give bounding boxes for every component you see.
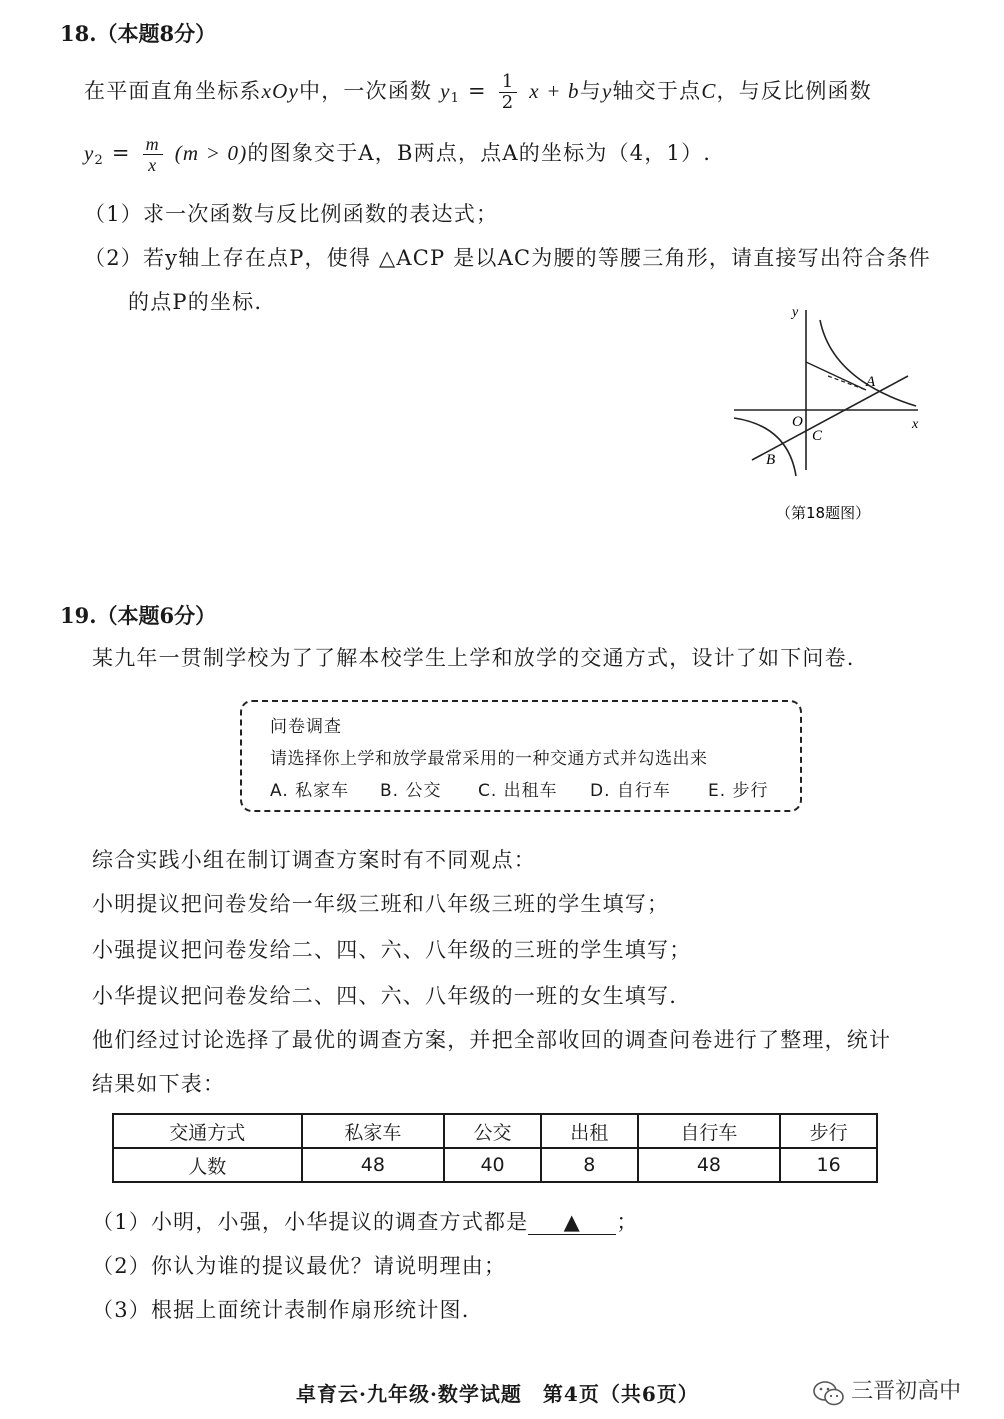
table-cell: 步行 xyxy=(780,1114,877,1148)
q18-intro-line1: 在平面直角坐标系xOy中，一次函数 $y_1$ = $\frac{1}{2}$ x + b与y轴交于点C，与反比例函数 xyxy=(84,71,872,113)
hyperbola-branch-q1 xyxy=(820,320,916,406)
q19-intro: 某九年一贯制学校为了了解本校学生上学和放学的交通方式，设计了如下问卷. xyxy=(92,646,855,670)
table-cell: 人数 xyxy=(113,1148,302,1182)
stats-table xyxy=(112,1113,878,1183)
q19-part1: （1）小明，小强，小华提议的调查方式都是 ▲ ； xyxy=(92,1210,639,1234)
label-origin: O xyxy=(792,414,803,430)
table-cell: 16 xyxy=(780,1148,877,1182)
survey-box xyxy=(240,700,802,812)
table-cell: 公交 xyxy=(444,1114,541,1148)
answer-blank: ▲ xyxy=(528,1210,616,1235)
watermark-text: 三晋初高中 xyxy=(851,1379,962,1404)
survey-option-c: C. 出租车 xyxy=(478,781,558,801)
q18-intro-line2: $y_2$ = $\frac{m}{x}$ (m > 0)的图象交于A，B两点，点A的坐标为（4，1）. xyxy=(84,134,712,175)
table-cell: 40 xyxy=(444,1148,541,1182)
table-cell: 48 xyxy=(302,1148,445,1182)
q19-part3: （3）根据上面统计表制作扇形统计图. xyxy=(92,1298,470,1322)
fraction-one-half: $\frac{1}{2}$ xyxy=(499,72,518,113)
fraction-m-over-x: $\frac{m}{x}$ xyxy=(143,134,163,175)
q18-part2-cont: 的点P的坐标. xyxy=(128,290,263,314)
q19-p2: 小明提议把问卷发给一年级三班和八年级三班的学生填写； xyxy=(92,892,670,916)
table-cell: 自行车 xyxy=(638,1114,781,1148)
watermark xyxy=(812,1374,961,1409)
figure-caption: （第18题图） xyxy=(776,504,871,522)
linear-function-line xyxy=(752,376,908,460)
label-x: x xyxy=(912,417,919,432)
label-point-a: A xyxy=(866,374,876,390)
wechat-icon xyxy=(812,1379,846,1409)
label-point-b: B xyxy=(766,452,776,468)
label-point-c: C xyxy=(812,428,823,444)
page-footer: 卓育云·九年级·数学试题 第4页（共6页） xyxy=(296,1382,699,1406)
survey-option-d: D. 自行车 xyxy=(590,781,671,801)
table-cell: 出租 xyxy=(541,1114,638,1148)
q19-p1: 综合实践小组在制订调查方案时有不同观点： xyxy=(92,848,536,872)
survey-option-e: E. 步行 xyxy=(708,781,769,801)
table-row xyxy=(113,1148,877,1182)
table-cell: 48 xyxy=(638,1148,781,1182)
q18-part2: （2）若y轴上存在点P，使得 △ACP 是以AC为腰的等腰三角形，请直接写出符合条件 xyxy=(84,246,931,270)
table-header-row xyxy=(113,1114,877,1148)
q19-p4: 小华提议把问卷发给二、四、六、八年级的一班的女生填写. xyxy=(92,984,678,1008)
q19-p6: 结果如下表： xyxy=(92,1072,226,1096)
q18-header: 18.（本题8分） xyxy=(60,21,217,46)
q19-part2: （2）你认为谁的提议最优？请说明理由； xyxy=(92,1254,507,1278)
q19-p5: 他们经过讨论选择了最优的调查方案，并把全部收回的调查问卷进行了整理，统计 xyxy=(92,1028,892,1052)
q18-part1: （1）求一次函数与反比例函数的表达式； xyxy=(84,202,499,226)
survey-option-a: A. 私家车 xyxy=(270,781,350,801)
hyperbola-branch-q3 xyxy=(734,418,796,476)
q19-p3: 小强提议把问卷发给二、四、六、八年级的三班的学生填写； xyxy=(92,938,692,962)
table-cell: 8 xyxy=(541,1148,638,1182)
q18-figure xyxy=(728,300,928,530)
table-cell: 私家车 xyxy=(302,1114,445,1148)
q19-header: 19.（本题6分） xyxy=(60,603,217,628)
table-cell: 交通方式 xyxy=(113,1114,302,1148)
segment-to-A xyxy=(806,362,866,390)
survey-instruction: 请选择你上学和放学最常采用的一种交通方式并勾选出来 xyxy=(270,749,708,769)
label-y: y xyxy=(792,305,799,320)
survey-title: 问卷调查 xyxy=(270,717,342,737)
survey-option-b: B. 公交 xyxy=(380,781,442,801)
